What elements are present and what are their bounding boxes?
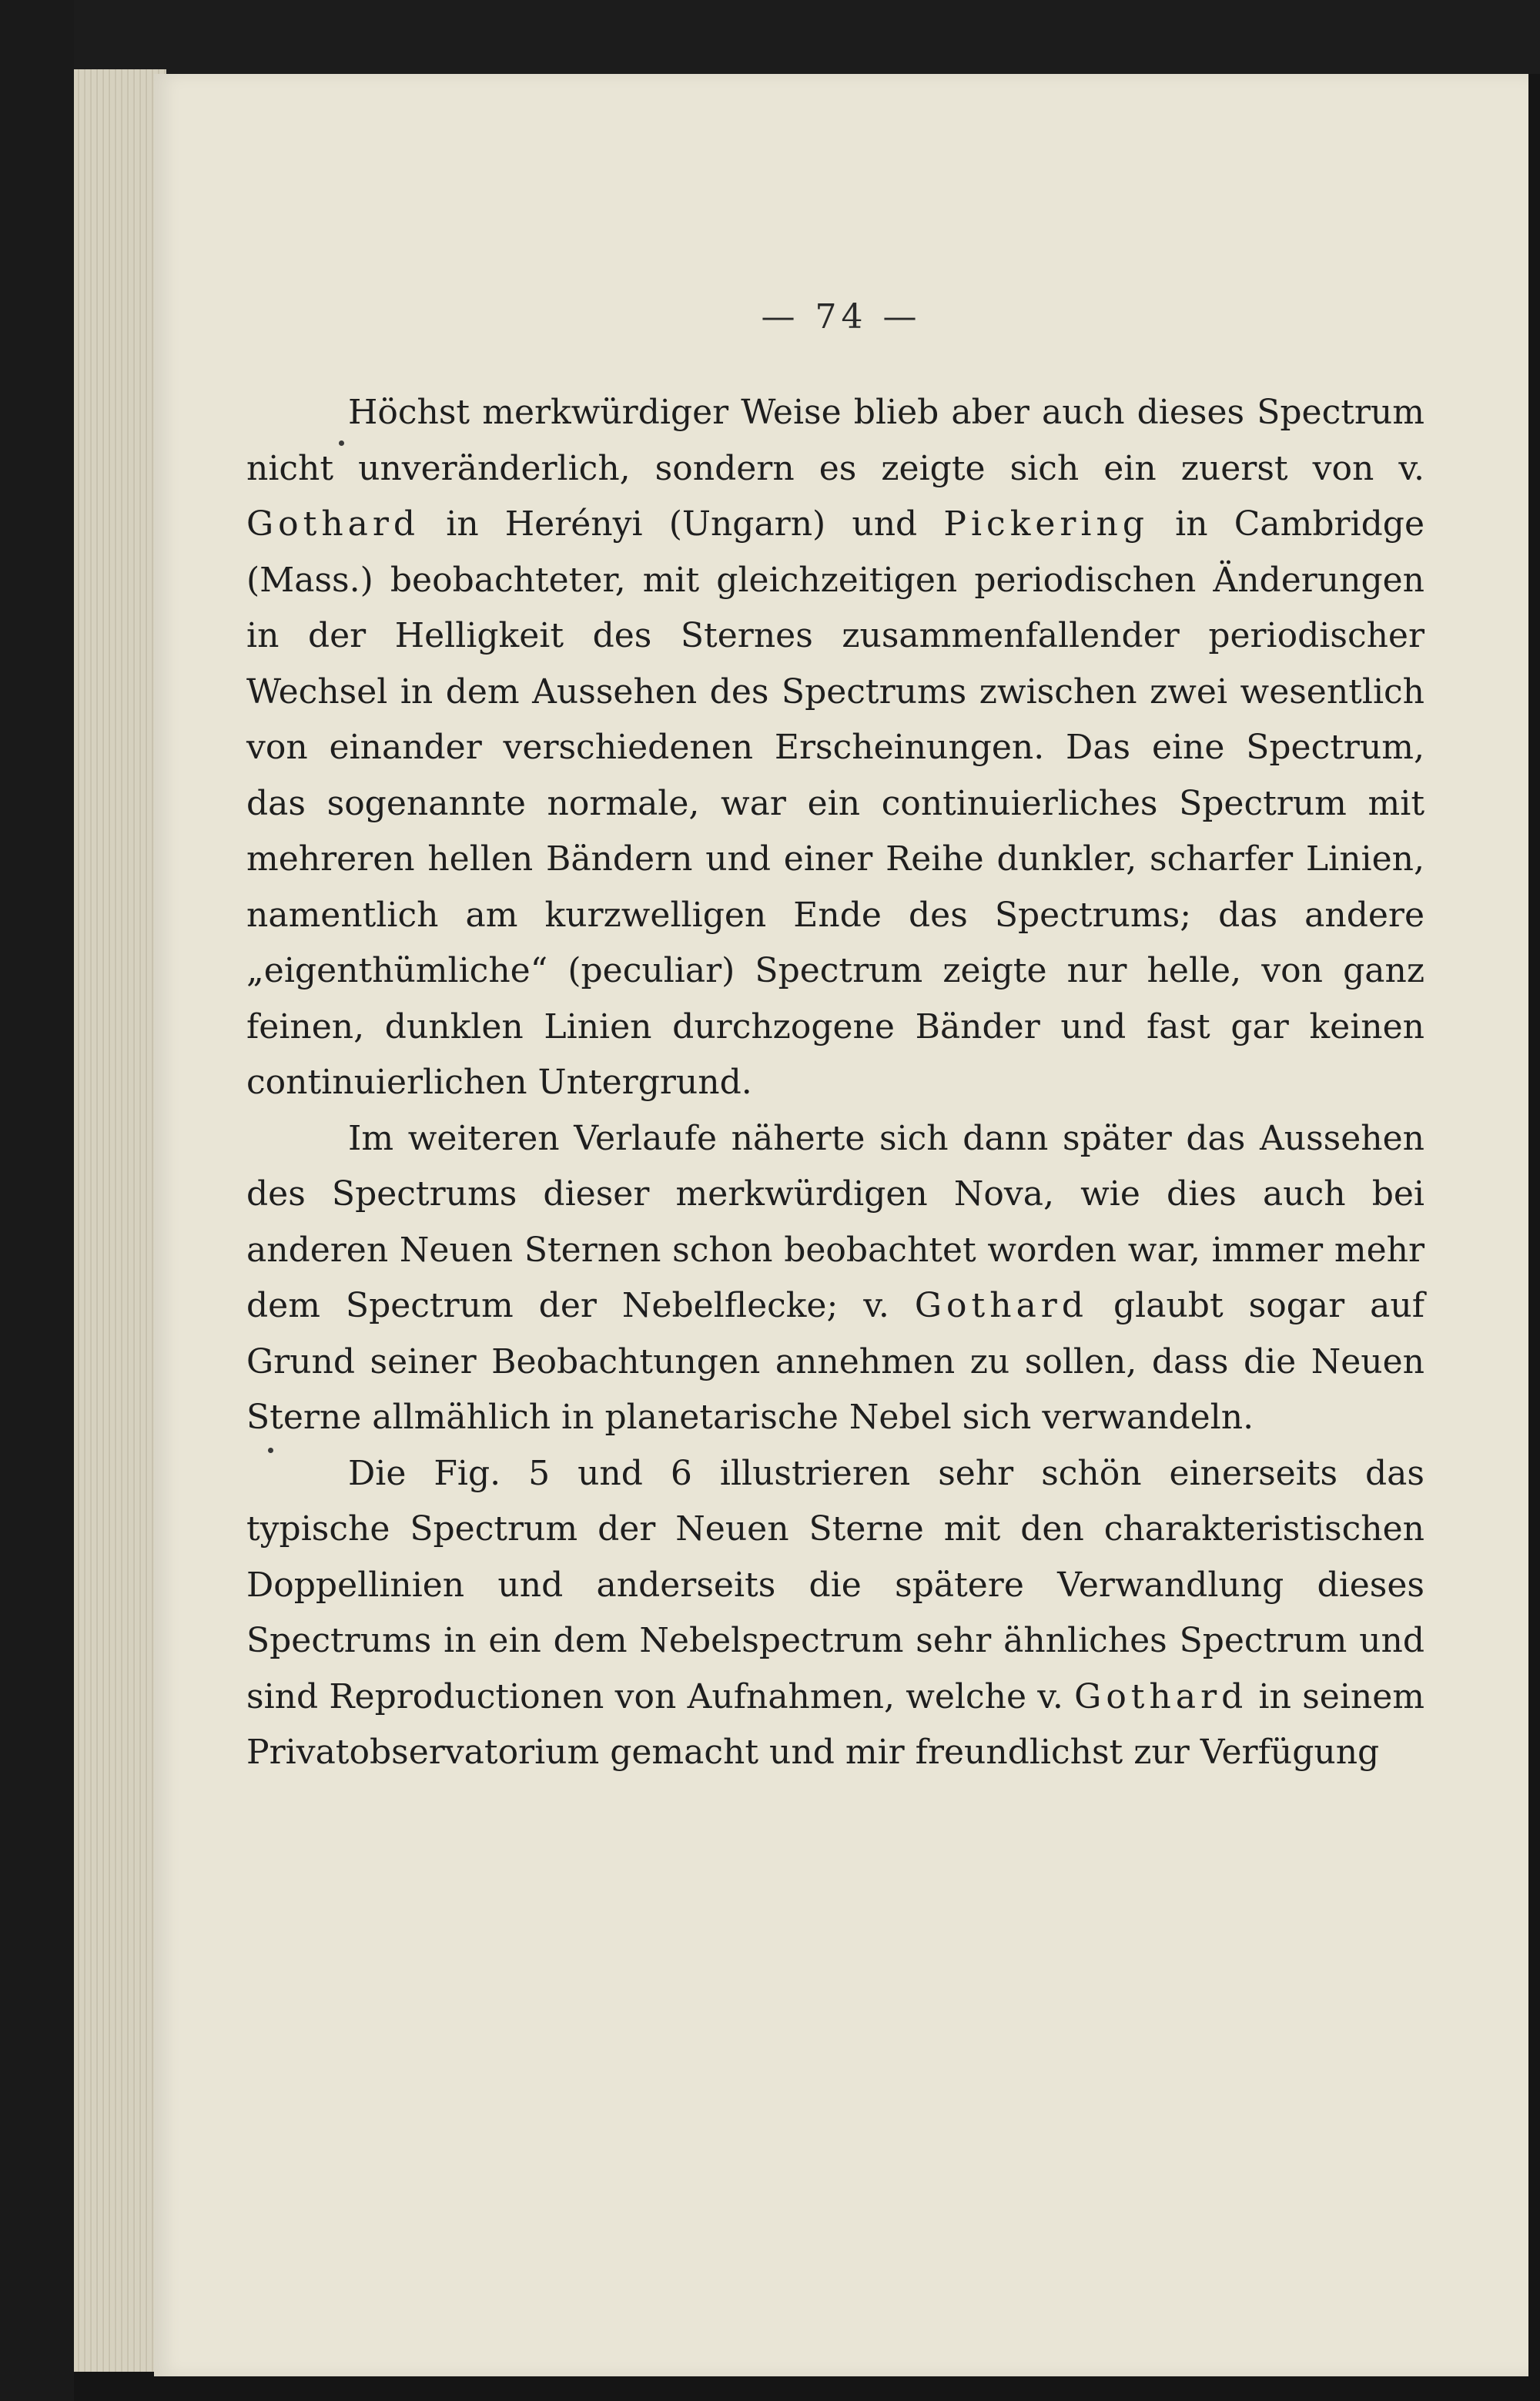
book-cover-top-edge [0, 0, 1540, 74]
paragraph-3 [246, 1446, 1424, 1781]
margin-speck [339, 440, 344, 446]
text-segment: Im weiteren Verlaufe näherte sich dann später das Aussehen des Spectrums dieser merkwürdigen Nova, wie dies auch bei anderen Neuen Sternen schon beobachtet worden war, immer mehr dem Spectrum der Nebelflecke; v. [246, 1118, 1424, 1325]
book-cover-left-edge [0, 0, 74, 2401]
spaced-name-gothard: Gothard [1074, 1676, 1248, 1716]
text-segment: in seinem Privatobservatorium gemacht und mir freundlichst zur Verfügung [246, 1676, 1424, 1772]
paragraph-2 [246, 1111, 1424, 1446]
text-segment: Die Fig. 5 und 6 illustrieren sehr schön einerseits das typische Spectrum der Neuen Sterne mit den charakteristischen Doppellinien und anderseits die spätere Verwandlung dieses Spectrums in ein dem Nebelspectrum sehr ähnliches Spectrum und sind Reproductionen von Aufnahmen, welche v. [246, 1453, 1424, 1716]
text-segment: Höchst merkwürdiger Weise blieb aber auch dieses Spectrum nicht unveränderlich, sondern es zeigte sich ein zuerst von v. [246, 393, 1424, 488]
text-segment: in Cambridge (Mass.) beobachteter, mit gleichzeitigen periodischen Änderungen in der Helligkeit des Sternes zusammenfallender periodischer Wechsel in dem Aussehen des Spectrums zwischen zwei wesentlich von einander verschiedenen Erscheinungen. Das eine Spectrum, das sogenannte normale, war ein continuierliches Spectrum mit mehreren hellen Bändern und einer Reihe dunkler, scharfer Linien, namentlich am kurzwelligen Ende des Spectrums; das andere „eigenthümliche“ (peculiar) Spectrum zeigte nur helle, von ganz feinen, dunklen Linien durchzogene Bänder und fast gar keinen continuierlichen Untergrund. [246, 504, 1424, 1102]
spaced-name-gothard: Gothard [914, 1286, 1088, 1325]
paragraph-1 [246, 385, 1424, 1111]
body-text [246, 385, 1424, 1781]
text-segment: glaubt sogar auf Grund seiner Beobachtungen annehmen zu sollen, dass die Neuen Sterne allmählich in planetarische Nebel sich verwandeln. [246, 1286, 1424, 1437]
spaced-name-pickering: Pickering [943, 504, 1150, 544]
margin-speck [268, 1448, 273, 1453]
page-number: — 74 — [761, 297, 922, 337]
spaced-name-gothard: Gothard [246, 504, 420, 544]
text-segment: in Herényi (Ungarn) und [420, 504, 944, 544]
page-stack-edges [74, 69, 166, 2372]
